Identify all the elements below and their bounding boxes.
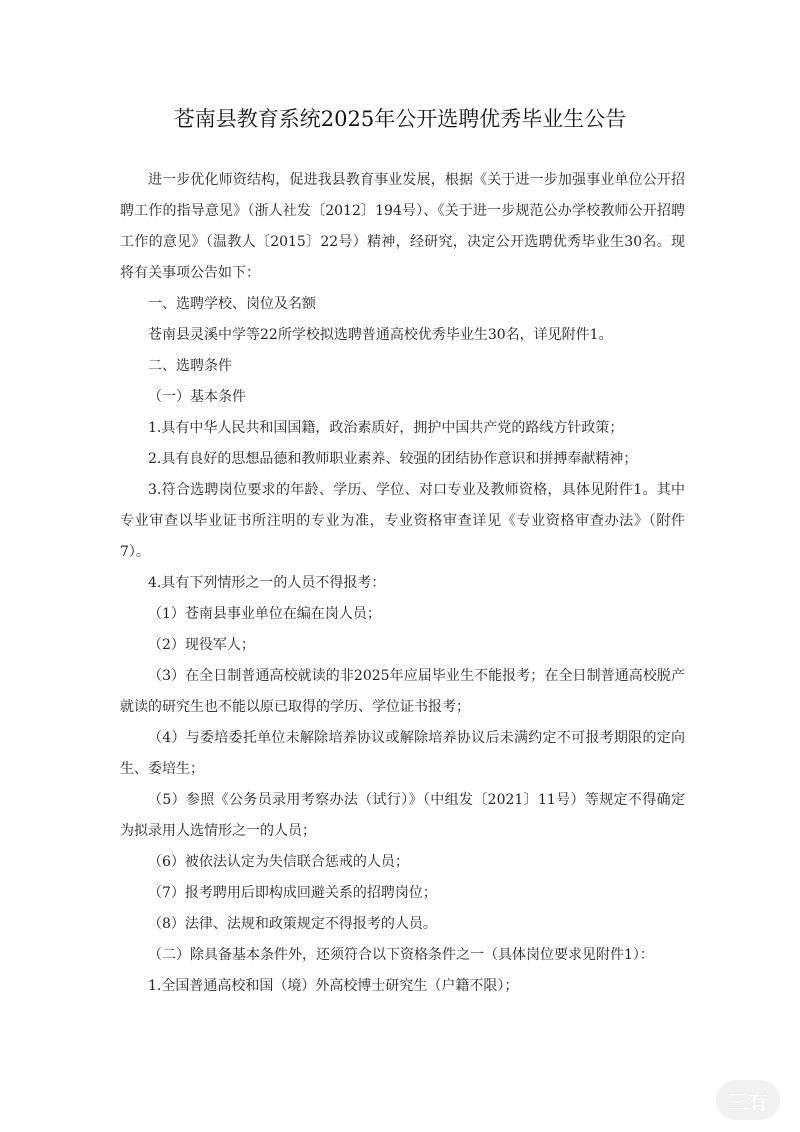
condition-item-4: 4.具有下列情形之一的人员不得报考：	[148, 575, 386, 591]
exclusion-item-5: （5）参照《公务员录用考察办法（试行）》（中组发〔2021〕11号）等规定不得确定为拟录用人选情形之一的人员；	[120, 792, 685, 839]
exclusion-item-4: （4）与委培委托单位未解除培养协议或解除培养协议后未满约定不可报考期限的定向生、委培生；	[120, 730, 685, 777]
document-body	[120, 165, 685, 1002]
condition-item-2: 2.具有良好的思想品德和教师职业素养、较强的团结协作意识和拼搏奉献精神；	[148, 451, 638, 467]
page-title: 苍南县教育系统2025年公开选聘优秀毕业生公告	[173, 107, 627, 131]
exclusion-item-3: （3）在全日制普通高校就读的非2025年应届毕业生不能报考；在全日制普通高校脱产就读的研究生也不能以原已取得的学历、学位证书报考；	[120, 668, 685, 715]
section-heading-conditions: 二、选聘条件	[148, 358, 232, 374]
exclusion-item-1: （1）苍南县事业单位在编在岗人员；	[148, 606, 381, 622]
subheading-basic-conditions: （一）基本条件	[148, 389, 246, 405]
section-heading-positions: 一、选聘学校、岗位及名额	[148, 296, 316, 312]
condition-item-1: 1.具有中华人民共和国国籍，政治素质好，拥护中国共产党的路线方针政策；	[148, 420, 624, 436]
subheading-extra-conditions: （二）除具备基本条件外，还须符合以下资格条件之一（具体岗位要求见附件1）：	[148, 947, 654, 963]
exclusion-item-8: （8）法律、法规和政策规定不得报考的人员。	[148, 916, 437, 932]
exclusion-item-6: （6）被依法认定为失信联合惩戒的人员；	[148, 854, 409, 870]
exclusion-item-2: （2）现役军人；	[148, 637, 255, 653]
condition-item-3: 3.符合选聘岗位要求的年龄、学历、学位、对口专业及教师资格，具体见附件1。其中专业审查以毕业证书所注明的专业为准，专业资格审查详见《专业资格审查办法》（附件7）。	[120, 482, 685, 560]
positions-paragraph: 苍南县灵溪中学等22所学校拟选聘普通高校优秀毕业生30名，详见附件1。	[148, 327, 613, 343]
intro-paragraph: 进一步优化师资结构，促进我县教育事业发展，根据《关于进一步加强事业单位公开招聘工作的指导意见》（浙人社发〔2012〕194号）、《关于进一步规范公办学校教师公开招聘工作的意见》（温教人〔2015〕22号）精神，经研究，决定公开选聘优秀毕业生30名。现将有关事项公告如下：	[120, 172, 685, 281]
exclusion-item-7: （7）报考聘用后即构成回避关系的招聘岗位；	[148, 885, 437, 901]
extra-condition-item-1: 1.全国普通高校和国（境）外高校博士研究生（户籍不限）；	[148, 978, 519, 994]
watermark-logo: 三有	[716, 1080, 780, 1120]
